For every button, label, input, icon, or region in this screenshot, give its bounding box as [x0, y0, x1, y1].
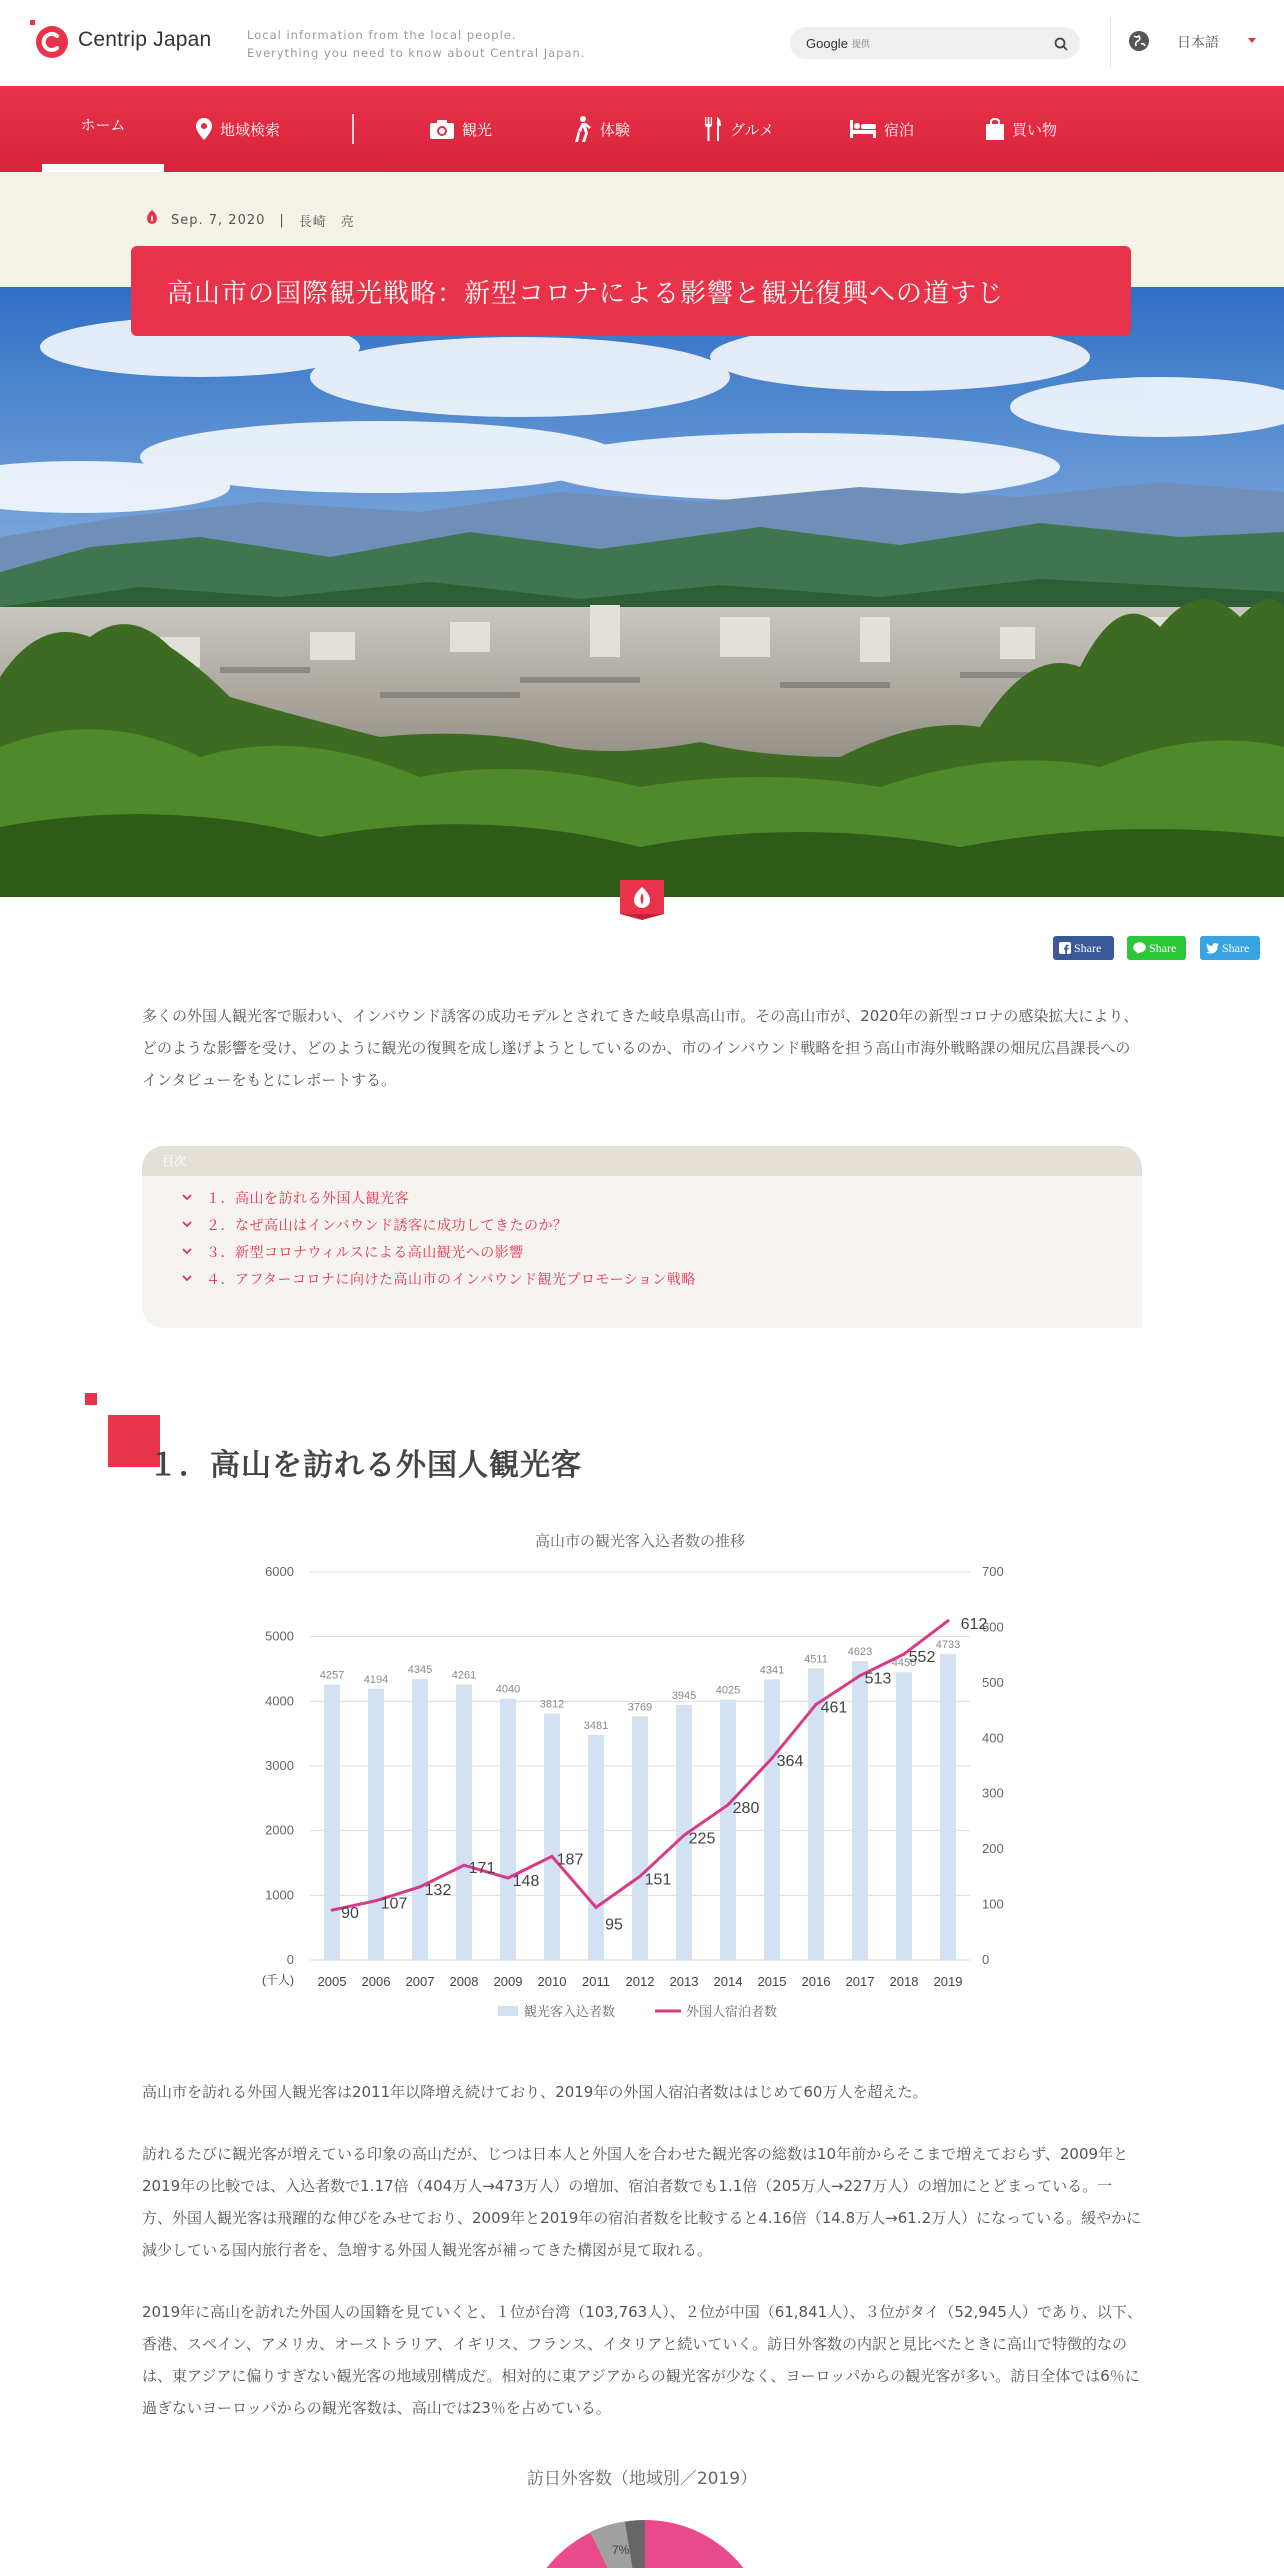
x-tick-label: 2010 [537, 1974, 567, 1989]
language-selector[interactable]: 日本語 [1177, 35, 1219, 51]
nav-accommodation[interactable] [850, 86, 914, 172]
article-author[interactable]: 長崎 亮 [298, 214, 355, 230]
line-share-button[interactable] [1127, 936, 1186, 960]
x-tick-label: 2011 [582, 1974, 610, 1989]
line-value-label: 513 [864, 1670, 892, 1688]
bed-icon [850, 120, 876, 138]
twitter-share-button[interactable] [1200, 936, 1260, 960]
line-value-label: 612 [960, 1615, 988, 1633]
chart-bar [500, 1699, 516, 1960]
chevron-down-icon [182, 1194, 192, 1201]
legend-label: 外国人宿泊者数 [686, 2004, 778, 2019]
toc-item[interactable] [142, 1211, 1142, 1238]
globe-icon[interactable] [1128, 30, 1150, 56]
toc-item[interactable] [142, 1265, 1142, 1292]
chart-bar [412, 1679, 428, 1960]
nav-separator [352, 114, 354, 144]
main-nav [0, 86, 1284, 172]
x-tick-label: 2012 [625, 1974, 655, 1989]
nav-home[interactable] [42, 86, 164, 172]
site-header [0, 0, 1284, 86]
y-right-tick-label: 100 [982, 1896, 1004, 1912]
x-tick-label: 2015 [757, 1974, 787, 1989]
toc-item-label: ２．なぜ高山はインバウンド誘客に成功してきたのか？ [206, 1217, 568, 1234]
pie-chart-title: 訪日外客数（地域別／2019） [526, 2469, 758, 2489]
line-point [639, 1875, 642, 1878]
chart-bar [368, 1689, 384, 1960]
nav-shopping-label: 買い物 [1012, 120, 1058, 139]
y-right-tick-label: 400 [982, 1730, 1004, 1746]
line-point [419, 1885, 422, 1888]
toc-list [142, 1176, 1142, 1292]
line-value-label: 461 [820, 1699, 848, 1717]
pin-icon [145, 210, 159, 230]
line-point [595, 1906, 598, 1909]
tagline-line-2: Everything you need to know about Central Japan. [247, 46, 586, 60]
nav-shopping[interactable] [986, 86, 1057, 172]
bar-value-label: 4257 [319, 1669, 345, 1682]
legend-label: 観光客入込者数 [524, 2004, 616, 2019]
line-point [375, 1899, 378, 1902]
bar-value-label: 3481 [583, 1719, 609, 1732]
twitter-icon [1206, 943, 1219, 954]
meta-separator: | [279, 212, 285, 228]
line-value-label: 187 [556, 1851, 584, 1869]
line-value-label: 90 [341, 1905, 359, 1923]
section-paragraph-1: 高山市を訪れる外国人観光客は2011年以降増え続けており、2019年の外国人宿泊者数ははじめて60万人を超えた。 [142, 2083, 928, 2101]
line-value-label: 148 [512, 1872, 540, 1890]
line-point [507, 1876, 510, 1879]
legend-swatch-bars [498, 2006, 518, 2016]
header-divider [1110, 18, 1111, 68]
bar-value-label: 4194 [363, 1673, 389, 1686]
line-share-label: Share [1149, 940, 1177, 955]
nav-area-search[interactable] [196, 86, 280, 172]
line-value-label: 95 [605, 1916, 623, 1934]
y-right-tick-label: 600 [982, 1619, 1004, 1635]
chart-bar [852, 1661, 868, 1960]
pie-label: 7% [612, 2543, 630, 2557]
camera-icon [430, 119, 454, 139]
y-right-tick-label: 500 [982, 1674, 1004, 1690]
nav-experience-label: 体験 [600, 120, 631, 139]
shopping-bag-icon [986, 118, 1004, 140]
line-value-label: 151 [644, 1871, 672, 1889]
logo-mark-icon [30, 20, 70, 60]
site-tagline [247, 26, 585, 62]
toc-item-label: １．高山を訪れる外国人観光客 [206, 1190, 409, 1207]
x-tick-label: 2018 [889, 1974, 919, 1989]
x-tick-label: 2016 [801, 1974, 831, 1989]
bar-value-label: 4623 [847, 1646, 873, 1659]
toc-item-label: ４．アフターコロナに向けた高山市のインバウンド観光プロモーション戦略 [206, 1271, 696, 1288]
x-tick-label: 2007 [405, 1974, 435, 1989]
map-pin-icon [196, 118, 212, 140]
x-unit-label: (千人) [262, 1973, 294, 1987]
x-tick-label: 2013 [669, 1974, 699, 1989]
y-left-tick-label: 2000 [265, 1822, 294, 1838]
y-left-tick-label: 0 [286, 1952, 294, 1967]
search-input[interactable] [790, 27, 1080, 59]
chart-bar [720, 1700, 736, 1960]
logo-text: Centrip Japan [78, 28, 212, 51]
nav-area-search-label: 地域検索 [220, 120, 281, 139]
line-point [551, 1855, 554, 1858]
line-value-label: 225 [688, 1830, 716, 1848]
nav-active-indicator [42, 164, 164, 172]
line-value-label: 171 [468, 1860, 496, 1878]
search-icon[interactable] [1054, 36, 1068, 55]
bar-value-label: 3812 [539, 1698, 565, 1711]
chart-bar [324, 1685, 340, 1960]
toc-item[interactable] [142, 1184, 1142, 1211]
facebook-share-label: Share [1074, 940, 1102, 955]
bar-value-label: 3945 [671, 1689, 697, 1702]
nav-gourmet-label: グルメ [730, 120, 775, 139]
x-tick-label: 2006 [361, 1974, 391, 1989]
chevron-down-icon[interactable] [1248, 38, 1256, 43]
chart-bar [632, 1716, 648, 1960]
twitter-share-label: Share [1222, 940, 1250, 955]
bar-value-label: 4450 [891, 1657, 917, 1670]
hero-image [0, 287, 1284, 897]
article-meta [145, 210, 369, 230]
line-value-label: 552 [908, 1649, 936, 1667]
facebook-icon [1059, 942, 1071, 954]
line-value-label: 280 [732, 1799, 760, 1817]
chevron-down-icon [182, 1275, 192, 1282]
y-left-tick-label: 1000 [265, 1887, 294, 1903]
line-value-label: 107 [380, 1895, 408, 1913]
section-heading: １．高山を訪れる外国人観光客 [148, 1448, 582, 1483]
article-title: 高山市の国際観光戦略：新型コロナによる影響と観光復興への道すじ [167, 278, 1005, 309]
line-point [859, 1674, 862, 1677]
chart-bar [764, 1679, 780, 1960]
line-point [947, 1619, 950, 1622]
line-point [903, 1653, 906, 1656]
x-tick-label: 2019 [933, 1974, 963, 1989]
tagline-line-1: Local information from the local people. [247, 28, 517, 42]
y-left-tick-label: 3000 [265, 1758, 294, 1773]
y-left-tick-label: 5000 [265, 1628, 294, 1644]
y-right-tick-label: 700 [982, 1564, 1004, 1579]
article-date: Sep. 7, 2020 [171, 212, 266, 228]
section-paragraph-2: 訪れるたびに観光客が増えている印象の高山だが、じつは日本人と外国人を合わせた観光客の総数は10年前からそこまで増えておらず、2009年と2019年の比較では、入込者数で1.17倍（404万人→473万人）の増加、宿泊者数でも1.1倍（205万人→227万人）の増加にとどまっている。一方、外国人観光客は飛躍的な伸びをみせており、2009年と2019年の宿泊者数を比較すると4.16倍（14.8万人→61.2万人）になっている。緩やかに減少している国内旅行者を、急増する外国人観光客が補ってきた構図が見て取れる。 [142, 2145, 1142, 2259]
chart-bar [940, 1654, 956, 1960]
bar-value-label: 4261 [451, 1669, 477, 1682]
chart-title: 高山市の観光客入込者数の推移 [534, 1533, 746, 1550]
line-point [727, 1803, 730, 1806]
region-pie-chart [520, 2520, 770, 2568]
line-point [331, 1909, 334, 1912]
nav-experience[interactable] [572, 86, 630, 172]
line-value-label: 364 [776, 1753, 804, 1771]
x-tick-label: 2005 [317, 1974, 347, 1989]
x-tick-label: 2009 [493, 1974, 523, 1989]
article-title-box [131, 246, 1131, 336]
site-logo[interactable] [30, 20, 211, 60]
toc-item-label: ３．新型コロナウィルスによる高山観光への影響 [206, 1244, 524, 1261]
search-brand: Google [806, 35, 848, 51]
bar-value-label: 3769 [627, 1701, 653, 1714]
chart-bar [588, 1735, 604, 1960]
x-tick-label: 2017 [845, 1974, 875, 1989]
nav-sightseeing-label: 観光 [462, 120, 493, 139]
chart-bar [896, 1672, 912, 1960]
table-of-contents [142, 1146, 1142, 1328]
line-icon [1133, 942, 1146, 954]
heading-decoration-small [85, 1393, 97, 1405]
facebook-share-button[interactable] [1053, 936, 1114, 960]
nav-sightseeing[interactable] [430, 86, 492, 172]
section-paragraph-3: 2019年に高山を訪れた外国人の国籍を見ていくと、１位が台湾（103,763人）、２位が中国（61,841人）、３位がタイ（52,945人）であり、以下、香港、スペイン、アメリカ、オーストラリア、イギリス、フランス、イタリアと続いていく。訪日外客数の内訳と見比べたときに高山で特徴的なのは、東アジアに偏りすぎない観光客の地域別構成だ。相対的に東アジアからの観光客が少なく、ヨーロッパからの観光客が多い。訪日全体では6％に過ぎないヨーロッパからの観光客数は、高山では23％を占めている。 [142, 2303, 1142, 2417]
bar-value-label: 4733 [935, 1638, 961, 1651]
visitor-trend-chart [240, 1520, 1040, 2040]
line-value-label: 132 [424, 1881, 452, 1899]
line-point [683, 1834, 686, 1837]
article-intro: 多くの外国人観光客で賑わい、インバウンド誘客の成功モデルとされてきた岐阜県高山市。その高山市が、2020年の新型コロナの感染拡大により、どのような影響を受け、どのように観光の復興を成し遂げようとしているのか、市のインバウンド戦略を担う高山市海外戦略課の畑尻広昌課長へのインタビューをもとにレポートする。 [142, 1007, 1139, 1089]
toc-title: 目次 [142, 1146, 1142, 1176]
bar-value-label: 4341 [759, 1664, 785, 1677]
x-tick-label: 2014 [713, 1974, 743, 1989]
chevron-down-icon [182, 1248, 192, 1255]
nav-accommodation-label: 宿泊 [884, 120, 915, 139]
x-tick-label: 2008 [449, 1974, 479, 1989]
hero-badge-icon [620, 880, 664, 920]
chart-bar [544, 1713, 560, 1960]
y-right-tick-label: 200 [982, 1841, 1004, 1857]
search-suffix: 提供 [851, 39, 870, 50]
y-left-tick-label: 4000 [265, 1693, 294, 1709]
nav-gourmet[interactable] [704, 86, 774, 172]
line-point [771, 1757, 774, 1760]
y-left-tick-label: 6000 [265, 1564, 294, 1579]
chevron-down-icon [182, 1221, 192, 1228]
bar-value-label: 4345 [407, 1664, 433, 1677]
chart-bar [456, 1684, 472, 1960]
y-right-tick-label: 300 [982, 1785, 1004, 1801]
line-point [815, 1703, 818, 1706]
line-point [463, 1864, 466, 1867]
y-right-tick-label: 0 [982, 1952, 990, 1967]
walking-icon [572, 116, 592, 142]
bar-value-label: 4040 [495, 1683, 521, 1696]
toc-item[interactable] [142, 1238, 1142, 1265]
cutlery-icon [704, 117, 722, 141]
bar-value-label: 4025 [715, 1684, 741, 1697]
bar-value-label: 4511 [804, 1653, 828, 1666]
nav-home-label: ホーム [80, 116, 126, 134]
